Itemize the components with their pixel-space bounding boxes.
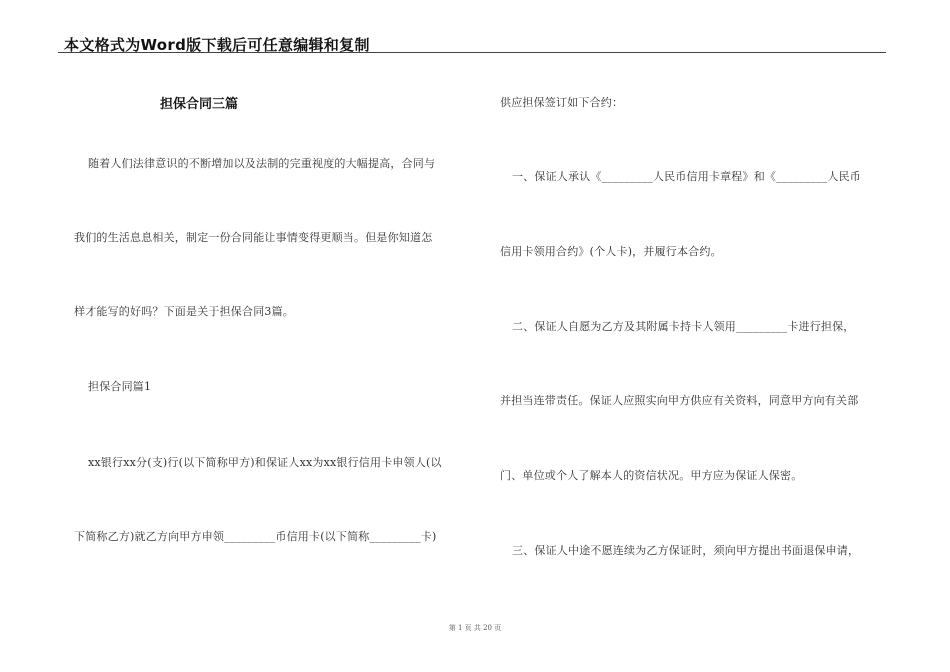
paragraph-line: 下简称乙方)就乙方向甲方申领_________币信用卡(以下简称_________卡) [74,530,437,543]
paragraph-line: 三、保证人中途不愿连续为乙方保证时，须向甲方提出书面退保申请， [512,544,860,557]
paragraph-line: xx银行xx分(支)行(以下简称甲方)和保证人xx为xx银行信用卡申领人(以 [88,456,442,469]
paragraph-line: 我们的生活息息相关，制定一份合同能让事情变得更顺当。但是你知道怎 [74,231,433,244]
paragraph-line: 门、单位或个人了解本人的资信状况。甲方应为保证人保密。 [500,469,803,482]
paragraph-line: 供应担保签订如下合约： [500,96,624,109]
paragraph-line: 并担当连带责任。保证人应照实向甲方供应有关资料，同意甲方向有关部 [500,394,859,407]
paragraph-line: 信用卡领用合约》(个人卡)，并履行本合约。 [500,245,722,258]
document-title: 担保合同三篇 [160,97,239,112]
page-footer: 第 1 页 共 20 页 [448,624,502,632]
paragraph-line: 随着人们法律意识的不断增加以及法制的完重视度的大幅提高，合同与 [88,157,436,170]
document-header: 本文格式为Word版下载后可任意编辑和复制 [64,36,370,54]
header-divider [58,52,886,53]
paragraph-line: 二、保证人自愿为乙方及其附属卡持卡人领用_________卡进行担保， [512,320,855,333]
paragraph-line: 一、保证人承认《_________人民币信用卡章程》和《_________人民币 [512,170,861,183]
paragraph-line: 样才能写的好吗？下面是关于担保合同3篇。 [74,305,294,318]
section-heading: 担保合同篇1 [88,380,152,393]
